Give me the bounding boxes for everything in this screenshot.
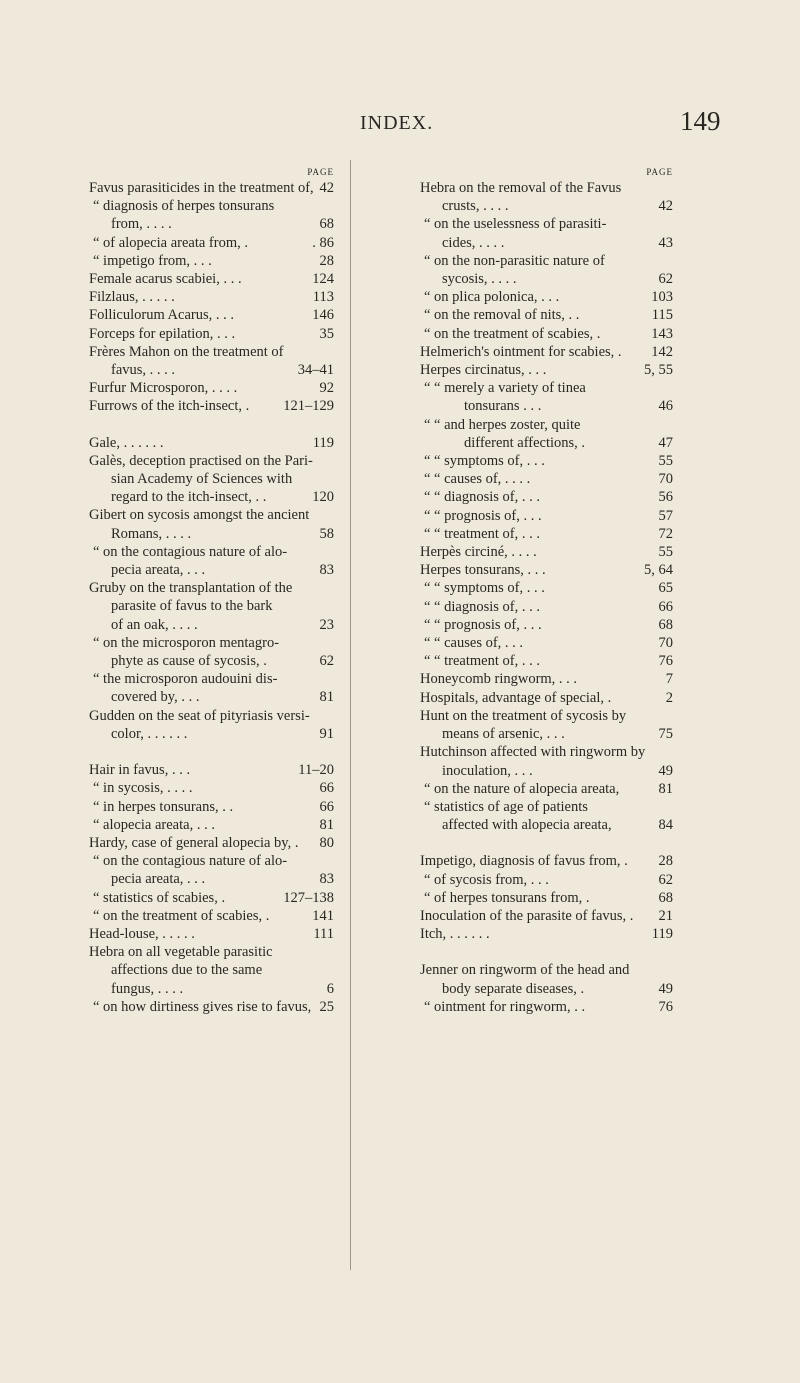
entry-text: Herpès circiné, . . . . — [420, 544, 537, 561]
entry-page-ref: 6 — [326, 980, 334, 997]
entry-text: “ “ causes of, . . . . — [424, 471, 531, 488]
index-entry — [420, 234, 673, 252]
entry-page-ref: 55 — [658, 544, 673, 561]
index-entry — [420, 871, 673, 889]
entry-text: crusts, . . . . — [442, 198, 509, 215]
entry-page-ref: 119 — [651, 926, 673, 943]
entry-page-ref: 76 — [658, 653, 673, 670]
index-entry — [89, 506, 334, 524]
index-entry — [420, 270, 673, 288]
index-entry — [420, 780, 673, 798]
entry-text: parasite of favus to the bark — [111, 598, 273, 615]
page-column-label: PAGE — [307, 167, 334, 177]
entry-page-ref: 62 — [658, 871, 673, 888]
entry-page-ref: 68 — [319, 216, 334, 233]
entry-text: affections due to the same — [111, 962, 263, 979]
entry-page-ref — [330, 197, 334, 215]
entry-text: “ “ diagnosis of, . . . — [424, 598, 540, 615]
entry-text: “ of alopecia areata from, . — [93, 234, 248, 251]
index-entry — [420, 707, 673, 725]
entry-text: Hair in favus, . . . — [89, 762, 191, 779]
entry-page-ref: 84 — [658, 817, 673, 834]
index-entry — [89, 543, 334, 561]
entry-text: “ “ symptoms of, . . . — [424, 580, 545, 597]
entry-page-ref: 70 — [658, 635, 673, 652]
entry-page-ref — [330, 961, 334, 979]
entry-text: color, . . . . . . — [111, 725, 188, 742]
entry-page-ref: 83 — [319, 871, 334, 888]
entry-page-ref — [669, 798, 673, 816]
entry-text: “ statistics of age of patients — [424, 798, 588, 815]
entry-page-ref: 34–41 — [297, 362, 334, 379]
entry-page-ref: 21 — [658, 907, 673, 924]
entry-text: “ on the treatment of scabies, . — [424, 325, 601, 342]
index-entry — [89, 215, 334, 233]
entry-text: regard to the itch-insect, . . — [111, 489, 267, 506]
entry-page-ref: 92 — [319, 380, 334, 397]
index-entry — [420, 598, 673, 616]
entry-page-ref: 142 — [651, 343, 673, 360]
entry-page-ref — [669, 252, 673, 270]
entry-text: “ in herpes tonsurans, . . — [93, 798, 234, 815]
entry-text: pecia areata, . . . — [111, 562, 206, 579]
section-gap — [420, 834, 673, 852]
index-entry — [89, 252, 334, 270]
entry-text: “ “ causes of, . . . — [424, 635, 524, 652]
index-entry — [89, 306, 334, 324]
index-column-right — [420, 165, 673, 1016]
index-entry — [420, 579, 673, 597]
entry-page-ref: 127–138 — [283, 889, 334, 906]
entry-page-ref: 80 — [319, 834, 334, 851]
entry-page-ref — [330, 579, 334, 597]
entry-text: Hutchinson affected with ringworm by — [420, 744, 646, 761]
index-entry — [420, 306, 673, 324]
section-gap — [89, 416, 334, 434]
entry-page-ref: 76 — [658, 998, 673, 1015]
index-entry — [89, 434, 334, 452]
entry-page-ref — [330, 343, 334, 361]
index-entry — [420, 634, 673, 652]
entry-page-ref — [330, 597, 334, 615]
entry-text: Helmerich's ointment for scabies, . — [420, 343, 622, 360]
entry-page-ref — [330, 634, 334, 652]
index-entry — [89, 652, 334, 670]
index-entry — [89, 597, 334, 615]
entry-text: “ on the contagious nature of alo- — [93, 543, 288, 560]
entry-page-ref: 23 — [319, 616, 334, 633]
column-divider — [350, 160, 351, 1270]
entry-text: sian Academy of Sciences with — [111, 471, 293, 488]
index-entry — [89, 288, 334, 306]
entry-page-ref: 5, 64 — [644, 562, 673, 579]
entry-text: Galès, deception practised on the Pari- — [89, 452, 313, 469]
index-entry — [89, 707, 334, 725]
index-entry — [89, 579, 334, 597]
entry-page-ref: 141 — [312, 907, 334, 924]
index-entry — [420, 998, 673, 1016]
entry-text: of an oak, . . . . — [111, 616, 198, 633]
entry-text: Herpes tonsurans, . . . — [420, 562, 546, 579]
entry-text: “ ointment for ringworm, . . — [424, 998, 586, 1015]
entry-page-ref: 121–129 — [283, 398, 334, 415]
index-entry — [89, 998, 334, 1016]
entry-page-ref: 7 — [665, 671, 673, 688]
index-entry — [420, 961, 673, 979]
entry-page-ref: 42 — [319, 180, 334, 196]
index-entry — [420, 397, 673, 415]
index-entry — [89, 943, 334, 961]
entry-page-ref: 66 — [658, 598, 673, 615]
entry-page-ref: 46 — [658, 398, 673, 415]
entry-page-ref: 81 — [319, 689, 334, 706]
entry-page-ref: 55 — [658, 453, 673, 470]
entry-text: Itch, . . . . . . — [420, 926, 490, 943]
entry-text: Impetigo, diagnosis of favus from, . — [420, 853, 628, 870]
index-entry — [89, 779, 334, 797]
entry-page-ref: 70 — [658, 471, 673, 488]
entry-page-ref: 49 — [658, 762, 673, 779]
entry-text: Forceps for epilation, . . . — [89, 325, 236, 342]
index-entry — [420, 488, 673, 506]
entry-page-ref: 143 — [651, 325, 673, 342]
entry-page-ref: 66 — [319, 780, 334, 797]
entry-page-ref: 111 — [313, 925, 334, 942]
index-entry — [89, 834, 334, 852]
index-entry — [89, 379, 334, 397]
index-entry — [89, 561, 334, 579]
entry-text: favus, . . . . — [111, 362, 176, 379]
entry-text: “ on the treatment of scabies, . — [93, 907, 270, 924]
entry-text: Hunt on the treatment of sycosis by — [420, 707, 627, 724]
entry-text: “ statistics of scabies, . — [93, 889, 226, 906]
entry-text: “ “ prognosis of, . . . — [424, 616, 542, 633]
entry-page-ref: 28 — [319, 252, 334, 269]
section-gap — [89, 743, 334, 761]
entry-page-ref: 124 — [312, 271, 334, 288]
entry-text: Hebra on all vegetable parasitic — [89, 944, 273, 961]
entry-text: Gruby on the transplantation of the — [89, 580, 293, 597]
entry-page-ref — [669, 179, 673, 197]
entry-text: from, . . . . — [111, 216, 172, 233]
index-entry — [89, 525, 334, 543]
index-entry — [89, 798, 334, 816]
index-entry — [420, 215, 673, 233]
index-entry — [420, 652, 673, 670]
entry-text: “ on the removal of nits, . . — [424, 307, 580, 324]
page-number: 149 — [680, 106, 721, 136]
index-entry — [420, 925, 673, 943]
entry-page-ref: 2 — [665, 689, 673, 706]
entry-text: phyte as cause of sycosis, . — [111, 653, 267, 670]
entry-page-ref — [330, 852, 334, 870]
entry-text: Favus parasiticides in the treatment of, — [89, 180, 314, 196]
entry-page-ref: 57 — [658, 507, 673, 524]
entry-text: tonsurans . . . — [464, 398, 542, 415]
entry-page-ref: 28 — [658, 853, 673, 870]
index-entry — [420, 525, 673, 543]
entry-text: “ on the nature of alopecia areata, — [424, 780, 620, 797]
entry-text: “ on the uselessness of parasiti- — [424, 216, 607, 233]
entry-page-ref — [330, 452, 334, 470]
entry-text: “ “ treatment of, . . . — [424, 525, 540, 542]
entry-text: Furfur Microsporon, . . . . — [89, 380, 238, 397]
entry-page-ref: 81 — [319, 816, 334, 833]
entry-text: Filzlaus, . . . . . — [89, 289, 175, 306]
entry-text: inoculation, . . . — [442, 762, 533, 779]
index-entry — [420, 452, 673, 470]
entry-page-ref: 35 — [319, 325, 334, 342]
entry-page-ref — [330, 470, 334, 488]
entry-page-ref — [669, 416, 673, 434]
index-entry — [89, 907, 334, 925]
index-entry — [420, 907, 673, 925]
entry-page-ref: 65 — [658, 580, 673, 597]
entry-text: “ the microsporon audouini dis- — [93, 671, 278, 688]
entry-text: Romans, . . . . — [111, 525, 192, 542]
entry-page-ref: 5, 55 — [644, 362, 673, 379]
index-entry — [420, 325, 673, 343]
entry-page-ref: 11–20 — [298, 762, 334, 779]
index-entry — [89, 470, 334, 488]
entry-page-ref: 83 — [319, 562, 334, 579]
entry-page-ref: 103 — [651, 289, 673, 306]
entry-page-ref: 25 — [319, 998, 334, 1015]
page-column-label: PAGE — [646, 167, 673, 177]
entry-text: covered by, . . . — [111, 689, 200, 706]
index-entry — [420, 816, 673, 834]
index-entry — [420, 543, 673, 561]
entry-text: “ “ treatment of, . . . — [424, 653, 540, 670]
entry-page-ref — [330, 670, 334, 688]
entry-page-ref: 42 — [658, 198, 673, 215]
index-entry — [420, 379, 673, 397]
entry-page-ref — [669, 961, 673, 979]
entry-page-ref: 68 — [658, 616, 673, 633]
entry-text: Gudden on the seat of pityriasis versi- — [89, 707, 310, 724]
entry-text: “ diagnosis of herpes tonsurans — [93, 198, 275, 215]
index-entry — [420, 288, 673, 306]
index-entry — [89, 397, 334, 415]
index-entry — [420, 762, 673, 780]
index-entry — [89, 616, 334, 634]
entry-text: “ “ symptoms of, . . . — [424, 453, 545, 470]
entry-text: body separate diseases, . — [442, 980, 585, 997]
index-entry — [89, 980, 334, 998]
entry-text: Honeycomb ringworm, . . . — [420, 671, 578, 688]
entry-text: Hebra on the removal of the Favus — [420, 180, 622, 196]
entry-page-ref: 68 — [658, 889, 673, 906]
index-entry — [89, 852, 334, 870]
entry-page-ref: 43 — [658, 234, 673, 251]
entry-text: “ on plica polonica, . . . — [424, 289, 560, 306]
entry-page-ref: . 86 — [312, 234, 334, 251]
entry-text: “ on the microsporon mentagro- — [93, 634, 280, 651]
entry-text: “ “ merely a variety of tinea — [424, 380, 586, 397]
index-entry — [89, 634, 334, 652]
index-entry — [89, 688, 334, 706]
entry-page-ref: 62 — [658, 271, 673, 288]
index-entry — [420, 197, 673, 215]
entry-text: Furrows of the itch-insect, . — [89, 398, 250, 415]
entry-page-ref: 91 — [319, 725, 334, 742]
entry-text: means of arsenic, . . . — [442, 726, 565, 743]
entry-page-ref — [330, 707, 334, 725]
entry-list-left — [89, 179, 334, 1016]
index-entry — [420, 252, 673, 270]
entry-page-ref — [330, 943, 334, 961]
index-entry — [89, 270, 334, 288]
entry-text: Gale, . . . . . . — [89, 434, 164, 451]
entry-page-ref: 62 — [319, 653, 334, 670]
entry-page-ref — [669, 215, 673, 233]
entry-text: Herpes circinatus, . . . — [420, 362, 547, 379]
index-entry — [89, 761, 334, 779]
index-entry — [89, 725, 334, 743]
index-entry — [89, 670, 334, 688]
index-entry — [420, 798, 673, 816]
index-entry — [89, 179, 334, 197]
index-entry — [420, 743, 673, 761]
entry-text: “ of sycosis from, . . . — [424, 871, 549, 888]
entry-page-ref: 113 — [312, 289, 334, 306]
entry-text: Gibert on sycosis amongst the ancient — [89, 507, 310, 524]
entry-page-ref — [330, 506, 334, 524]
index-entry — [420, 725, 673, 743]
index-entry — [89, 325, 334, 343]
entry-page-ref: 81 — [658, 780, 673, 797]
entry-text: pecia areata, . . . — [111, 871, 206, 888]
entry-page-ref: 75 — [658, 726, 673, 743]
entry-text: affected with alopecia areata, — [442, 817, 612, 834]
index-entry — [420, 670, 673, 688]
index-entry — [420, 434, 673, 452]
index-entry — [89, 197, 334, 215]
index-entry — [89, 234, 334, 252]
entry-page-ref: 58 — [319, 525, 334, 542]
entry-text: “ on the non-parasitic nature of — [424, 252, 605, 269]
index-entry — [89, 925, 334, 943]
entry-page-ref: 56 — [658, 489, 673, 506]
entry-text: “ alopecia areata, . . . — [93, 816, 215, 833]
entry-text: fungus, . . . . — [111, 980, 184, 997]
entry-page-ref: 146 — [312, 307, 334, 324]
entry-page-ref: 115 — [651, 307, 673, 324]
index-entry — [89, 452, 334, 470]
entry-text: Frères Mahon on the treatment of — [89, 343, 284, 360]
entry-text: “ “ prognosis of, . . . — [424, 507, 542, 524]
index-entry — [420, 361, 673, 379]
entry-page-ref — [669, 743, 673, 761]
running-head-title: INDEX. — [360, 112, 434, 134]
index-entry — [420, 980, 673, 998]
index-entry — [89, 889, 334, 907]
entry-page-ref: 72 — [658, 525, 673, 542]
entry-text: “ “ diagnosis of, . . . — [424, 489, 540, 506]
index-entry — [89, 870, 334, 888]
entry-text: Jenner on ringworm of the head and — [420, 962, 630, 979]
entry-text: different affections, . — [464, 434, 586, 451]
entry-page-ref: 47 — [658, 434, 673, 451]
entry-text: “ on the contagious nature of alo- — [93, 853, 288, 870]
entry-text: “ impetigo from, . . . — [93, 252, 212, 269]
index-entry — [89, 816, 334, 834]
entry-text: Inoculation of the parasite of favus, . — [420, 907, 634, 924]
index-entry — [420, 470, 673, 488]
entry-text: “ on how dirtiness gives rise to favus, — [93, 998, 312, 1015]
section-gap — [420, 943, 673, 961]
entry-page-ref: 49 — [658, 980, 673, 997]
entry-text: “ “ and herpes zoster, quite — [424, 416, 581, 433]
entry-text: Hardy, case of general alopecia by, . — [89, 834, 299, 851]
index-entry — [420, 889, 673, 907]
index-entry — [420, 689, 673, 707]
entry-text: Hospitals, advantage of special, . — [420, 689, 612, 706]
entry-text: Folliculorum Acarus, . . . — [89, 307, 234, 324]
entry-page-ref — [669, 707, 673, 725]
index-entry — [89, 343, 334, 361]
index-entry — [420, 616, 673, 634]
entry-page-ref: 66 — [319, 798, 334, 815]
entry-page-ref — [330, 543, 334, 561]
entry-text: cides, . . . . — [442, 234, 505, 251]
entry-text: Head-louse, . . . . . — [89, 925, 195, 942]
index-entry — [89, 961, 334, 979]
index-column-left — [89, 165, 334, 1016]
entry-text: “ of herpes tonsurans from, . — [424, 889, 590, 906]
index-entry — [420, 179, 673, 197]
index-entry — [89, 488, 334, 506]
entry-text: sycosis, . . . . — [442, 271, 517, 288]
index-entry — [420, 852, 673, 870]
index-entry — [420, 561, 673, 579]
entry-page-ref: 120 — [312, 489, 334, 506]
entry-text: Female acarus scabiei, . . . — [89, 271, 242, 288]
entry-page-ref: 119 — [312, 434, 334, 451]
index-entry — [420, 507, 673, 525]
index-entry — [420, 416, 673, 434]
entry-page-ref — [669, 379, 673, 397]
entry-list-right — [420, 179, 673, 1016]
index-entry — [420, 343, 673, 361]
index-entry — [89, 361, 334, 379]
entry-text: “ in sycosis, . . . . — [93, 780, 193, 797]
